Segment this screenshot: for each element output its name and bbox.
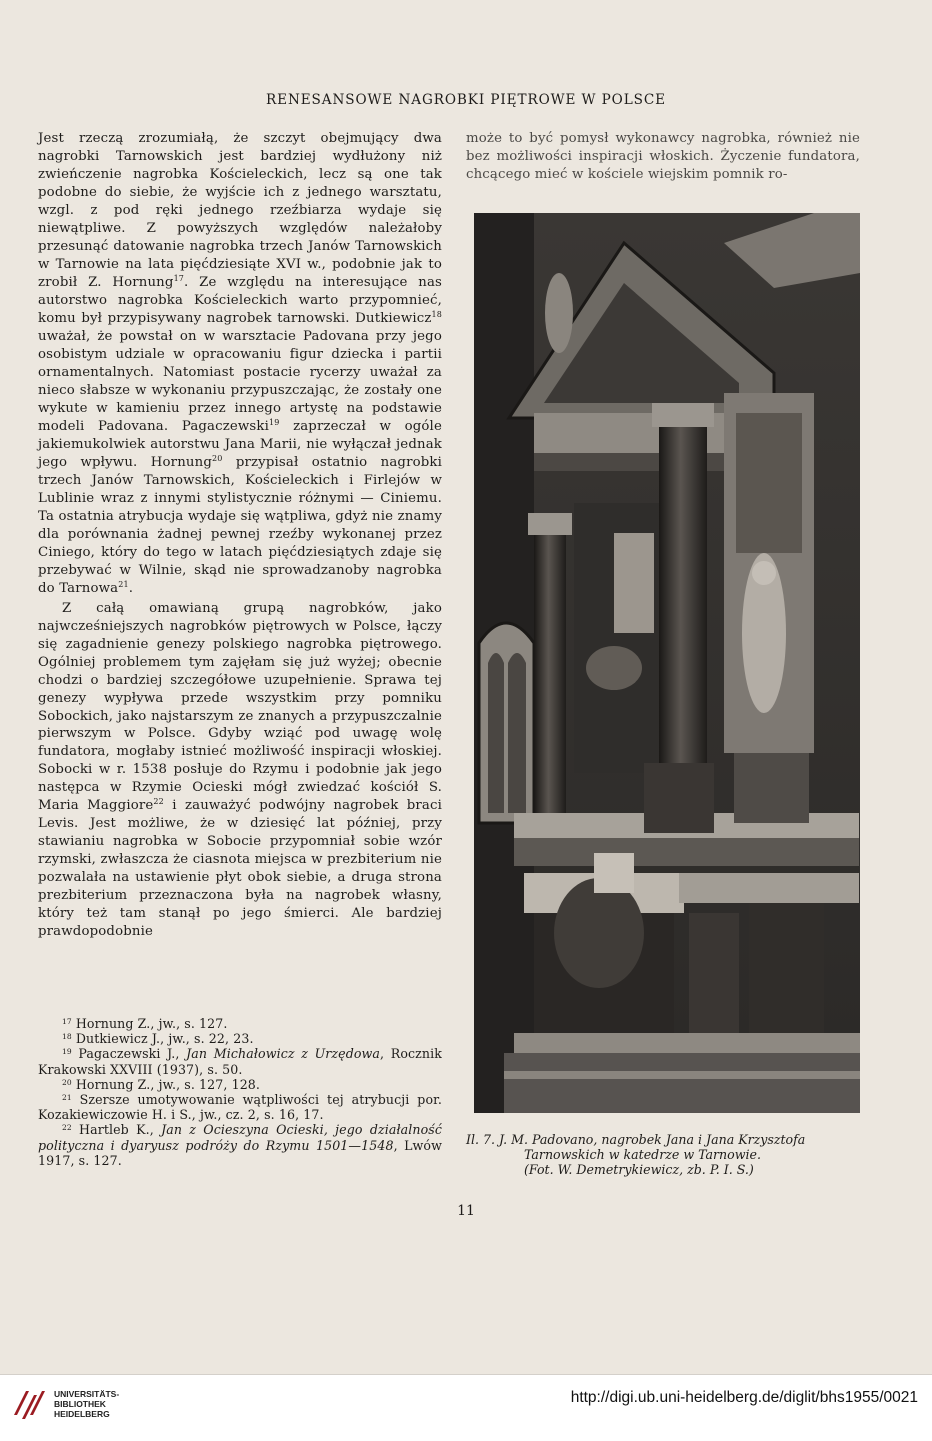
body-paragraph-1: Jest rzeczą zrozumiałą, że szczyt obejmujący dwa nagrobki Tarnowskich jest bardziej wydłużony niż zwieńczenie nagrobka Kościeleckich, lecz są one tak podobne do siebie, że wyjście ich z jednego warsztatu, wzgl. z pod ręki jednego rzeźbiarza wydaje się niewątpliwe. Z powyższych względów należałoby przesunąć datowanie nagrobka trzech Janów Tarnowskich w Tarnowie na lata pięćdziesiąte XVI w., podobnie jak to zrobił Z. Hornung$^{17}$. Ze względu na interesujące nas autorstwo nagrobka Kościeleckich warto przypomnieć, komu był przypisywany nagrobek tarnowski. Dutkiewicz$^{18}$ uważał, że powstał on w warsztacie Padovana przy jego osobistym udziale w opracowaniu figur dziecka i partii ornamentalnych. Natomiast postacie rycerzy uważał za nieco słabsze w wykonaniu przypuszczając, że zostały one wykute w kamieniu przez innego artystę na podstawie modeli Padovana. Pagaczewski$^{19}$ zaprzeczał w ogóle jakiemukolwiek autorstwu Jana Marii, nie wyłączał jednak jego wpływu. Hornung$^{20}$ przypisał ostatnio nagrobki trzech Janów Tarnowskich, Kościeleckich i Firlejów w Lublinie wraz z innymi stylistycznie różnymi — Ciniemu. Ta ostatnia atrybucja wydaje się wątpliwa, gdyż nie znamy dla porównania żadnej pewnej rzeźby wykonanej przez Ciniego, który do tego w latach pięćdziesiątych zdaje się przebywać w Wilnie, skąd nie sprowadzanoby nagrobka do Tarnowa$^{21}$. [38, 131, 443, 596]
footnote-ref-20: 20 [212, 453, 223, 463]
footnotes [38, 1016, 442, 1168]
footnote-ref-22: 22 [153, 797, 164, 807]
footnote-20: $^{20}$ Hornung Z., jw., s. 127, 128. [62, 1076, 261, 1092]
tomb-photograph [474, 213, 860, 1113]
figure-caption: Il. 7. J. M. Padovano, nagrobek Jana i Jana Krzysztofa Tarnowskich w katedrze w Tarnowie. (Fot. W. Demetrykiewicz, zb. P. I. S.) [466, 1132, 806, 1177]
footnote-ref-19: 19 [269, 417, 280, 427]
footnote-19: $^{19}$ Pagaczewski J., Jan Michałowicz z Urzędowa, Rocznik Krakowski XXVIII (1937), s. 50. [38, 1046, 442, 1077]
footnote-22: $^{22}$ Hartleb K., Jan z Ocieszyna Ocieski, jego działalność polityczna i dyaryusz podróży do Rzymu 1501—1548, Lwów 1917, s. 127. [38, 1122, 442, 1168]
library-logo-icon [10, 1385, 48, 1423]
page-number: 11 [457, 1203, 475, 1219]
permalink-url[interactable]: http://digi.ub.uni-heidelberg.de/diglit/bhs1955/0021 [570, 1389, 918, 1406]
footnote-21: $^{21}$ Szersze umotywowanie wątpliwości tej atrybucji por. Kozakiewiczowie H. i S., jw., cz. 2, s. 16, 17. [38, 1092, 442, 1123]
right-text-column [466, 130, 860, 184]
running-header: RENESANSOWE NAGROBKI PIĘTROWE W POLSCE [265, 92, 666, 108]
left-text-column [38, 130, 442, 941]
footnote-ref-18: 18 [431, 309, 442, 319]
tomb-photograph-drawing [474, 213, 860, 1113]
body-paragraph-2: Z całą omawianą grupą nagrobków, jako najwcześniejszych nagrobków piętrowych w Polsce, łączy się zagadnienie genezy polskiego nagrobka piętrowego. Ogólniej problemem tym zajęłam się już wyżej; obecnie chodzi o bardziej szczegółowe uzupełnienie. Sprawa tej genezy wypływa przede wszystkim przy pomniku Sobockich, jako najstarszym ze znanych a przypuszczalnie pierwszym w Polsce. Gdyby wziąć pod uwagę wolę fundatora, mogłaby istnieć możliwość inspiracji włoskiej. Sobocki w r. 1538 posłuje do Rzymu i podobnie jak jego następca w Rzymie Ocieski mógł zwiedzać kościół S. Maria Maggiore$^{22}$ i zauważyć podwójny nagrobek braci Levis. Jest możliwe, że w dziesięć lat później, przy stawianiu nagrobka w Sobocie przypomniał sobie wzór rzymski, zwłaszcza że ciasnota miejsca w prezbiterium nie pozwalała na ustawienie płyt obok siebie, a druga strona prezbiterium przeznaczona była na nagrobek własny, który też tam stanął po jego śmierci. Ale bardziej prawdopodobnie [38, 600, 442, 940]
library-footer [0, 1374, 932, 1441]
footnote-17: $^{17}$ Hornung Z., jw., s. 127. [62, 1016, 228, 1031]
right-column-paragraph: może to być pomysł wykonawcy nagrobka, również nie bez możliwości inspiracji włoskich. Życzenie fundatora, chcącego mieć w kościele wiejskim pomnik ro- [466, 131, 860, 182]
footnote-18: $^{18}$ Dutkiewicz J., jw., s. 22, 23. [62, 1031, 254, 1047]
footnote-ref-21: 21 [118, 579, 129, 589]
library-name: UNIVERSITÄTS- BIBLIOTHEK HEIDELBERG [54, 1389, 120, 1419]
footnote-ref-17: 17 [173, 273, 185, 283]
